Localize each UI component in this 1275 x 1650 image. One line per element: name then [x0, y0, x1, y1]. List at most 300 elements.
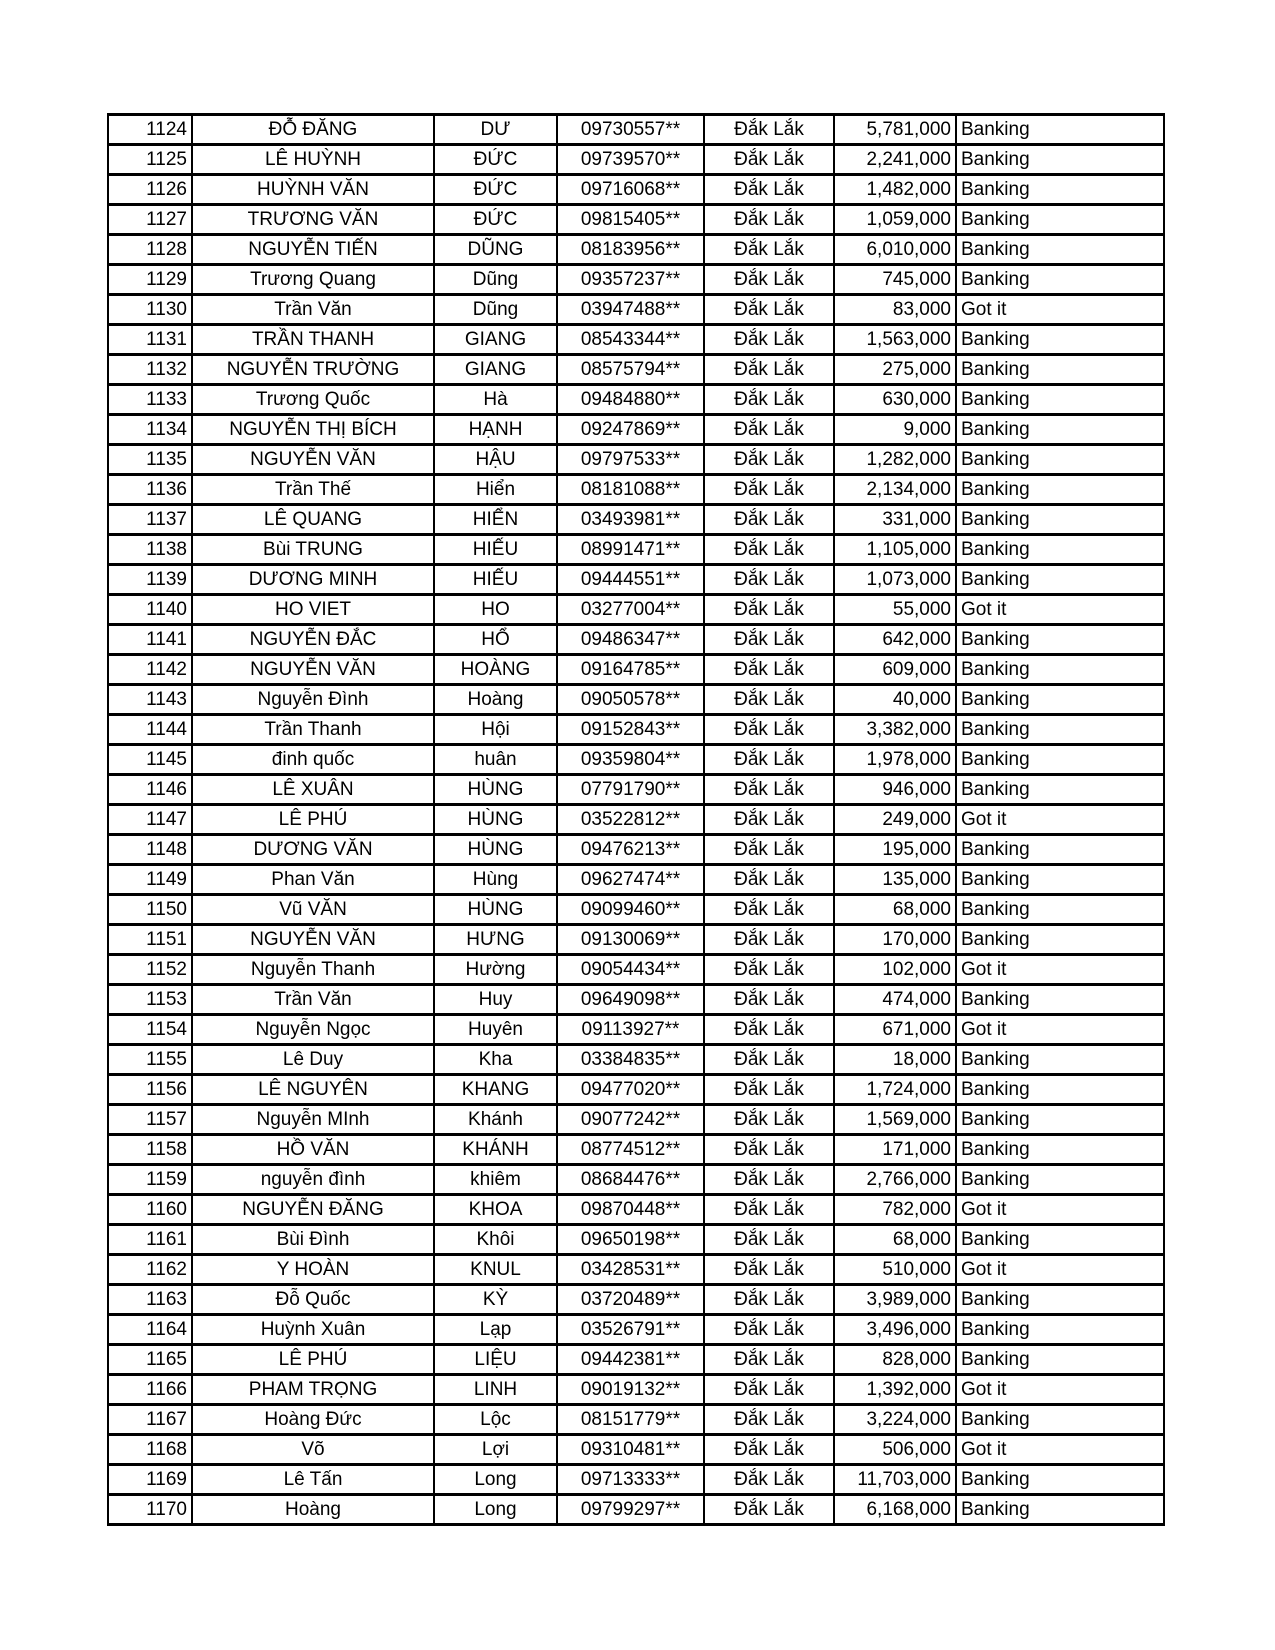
cell-phone: 09077242**: [557, 1105, 704, 1135]
cell-id: 1155: [108, 1045, 192, 1075]
cell-amount: 1,392,000: [834, 1375, 956, 1405]
cell-id: 1135: [108, 445, 192, 475]
cell-province: Đắk Lắk: [704, 385, 834, 415]
cell-phone: 09359804**: [557, 745, 704, 775]
cell-last-name: GIANG: [434, 355, 557, 385]
cell-id: 1132: [108, 355, 192, 385]
cell-last-name: ĐỨC: [434, 145, 557, 175]
cell-phone: 09099460**: [557, 895, 704, 925]
table-row: [108, 745, 1164, 775]
cell-phone: 09054434**: [557, 955, 704, 985]
table-row: [108, 115, 1164, 145]
cell-phone: 09486347**: [557, 625, 704, 655]
cell-id: 1160: [108, 1195, 192, 1225]
cell-province: Đắk Lắk: [704, 775, 834, 805]
cell-first-name: LÊ PHÚ: [192, 805, 434, 835]
cell-phone: 09739570**: [557, 145, 704, 175]
cell-province: Đắk Lắk: [704, 205, 834, 235]
cell-first-name: Hoàng Đức: [192, 1405, 434, 1435]
cell-phone: 09799297**: [557, 1495, 704, 1525]
donor-table: [107, 113, 1165, 1526]
cell-amount: 609,000: [834, 655, 956, 685]
cell-id: 1128: [108, 235, 192, 265]
cell-first-name: Trương Quốc: [192, 385, 434, 415]
cell-amount: 1,059,000: [834, 205, 956, 235]
cell-phone: 09442381**: [557, 1345, 704, 1375]
cell-last-name: HÙNG: [434, 775, 557, 805]
cell-status: Banking: [956, 1135, 1164, 1165]
cell-last-name: HÙNG: [434, 895, 557, 925]
cell-first-name: Nguyễn Thanh: [192, 955, 434, 985]
cell-amount: 3,382,000: [834, 715, 956, 745]
cell-last-name: ĐỨC: [434, 175, 557, 205]
cell-status: Banking: [956, 985, 1164, 1015]
cell-phone: 09797533**: [557, 445, 704, 475]
cell-phone: 09650198**: [557, 1225, 704, 1255]
cell-last-name: Lạp: [434, 1315, 557, 1345]
cell-last-name: Huy: [434, 985, 557, 1015]
table-row: [108, 445, 1164, 475]
cell-phone: 08543344**: [557, 325, 704, 355]
cell-status: Banking: [956, 205, 1164, 235]
cell-province: Đắk Lắk: [704, 1315, 834, 1345]
table-row: [108, 235, 1164, 265]
cell-last-name: Hội: [434, 715, 557, 745]
cell-status: Banking: [956, 775, 1164, 805]
cell-province: Đắk Lắk: [704, 1285, 834, 1315]
cell-status: Banking: [956, 505, 1164, 535]
table-row: [108, 1135, 1164, 1165]
cell-phone: 09444551**: [557, 565, 704, 595]
cell-status: Got it: [956, 1195, 1164, 1225]
cell-status: Got it: [956, 955, 1164, 985]
cell-last-name: Dũng: [434, 295, 557, 325]
cell-phone: 07791790**: [557, 775, 704, 805]
cell-id: 1152: [108, 955, 192, 985]
table-row: [108, 1405, 1164, 1435]
cell-last-name: HÙNG: [434, 835, 557, 865]
cell-first-name: LÊ NGUYÊN: [192, 1075, 434, 1105]
cell-phone: 09649098**: [557, 985, 704, 1015]
cell-province: Đắk Lắk: [704, 955, 834, 985]
table-row: [108, 475, 1164, 505]
cell-phone: 09484880**: [557, 385, 704, 415]
cell-amount: 642,000: [834, 625, 956, 655]
cell-id: 1138: [108, 535, 192, 565]
table-row: [108, 1315, 1164, 1345]
cell-last-name: HƯNG: [434, 925, 557, 955]
cell-amount: 11,703,000: [834, 1465, 956, 1495]
table-row: [108, 1045, 1164, 1075]
cell-status: Banking: [956, 1315, 1164, 1345]
cell-province: Đắk Lắk: [704, 865, 834, 895]
table-row: [108, 145, 1164, 175]
table-row: [108, 205, 1164, 235]
cell-first-name: LÊ HUỲNH: [192, 145, 434, 175]
cell-province: Đắk Lắk: [704, 685, 834, 715]
table-row: [108, 1075, 1164, 1105]
cell-status: Banking: [956, 1495, 1164, 1525]
cell-id: 1165: [108, 1345, 192, 1375]
table-row: [108, 925, 1164, 955]
cell-last-name: HO: [434, 595, 557, 625]
cell-amount: 474,000: [834, 985, 956, 1015]
document-page: [107, 113, 1165, 1526]
table-row: [108, 565, 1164, 595]
cell-amount: 18,000: [834, 1045, 956, 1075]
cell-first-name: NGUYỄN ĐẮC: [192, 625, 434, 655]
cell-last-name: Long: [434, 1465, 557, 1495]
cell-id: 1129: [108, 265, 192, 295]
cell-status: Banking: [956, 1225, 1164, 1255]
cell-province: Đắk Lắk: [704, 835, 834, 865]
cell-id: 1142: [108, 655, 192, 685]
cell-id: 1154: [108, 1015, 192, 1045]
cell-id: 1148: [108, 835, 192, 865]
cell-first-name: LÊ QUANG: [192, 505, 434, 535]
cell-province: Đắk Lắk: [704, 1345, 834, 1375]
cell-province: Đắk Lắk: [704, 805, 834, 835]
cell-amount: 1,724,000: [834, 1075, 956, 1105]
donor-table-body: [108, 115, 1164, 1525]
cell-id: 1143: [108, 685, 192, 715]
cell-amount: 946,000: [834, 775, 956, 805]
cell-first-name: NGUYỄN ĐĂNG: [192, 1195, 434, 1225]
cell-first-name: NGUYỄN TIẾN: [192, 235, 434, 265]
cell-id: 1162: [108, 1255, 192, 1285]
cell-province: Đắk Lắk: [704, 595, 834, 625]
cell-province: Đắk Lắk: [704, 1405, 834, 1435]
cell-first-name: Phan Văn: [192, 865, 434, 895]
table-row: [108, 385, 1164, 415]
cell-status: Banking: [956, 1465, 1164, 1495]
table-row: [108, 535, 1164, 565]
cell-last-name: Long: [434, 1495, 557, 1525]
cell-province: Đắk Lắk: [704, 925, 834, 955]
cell-status: Banking: [956, 865, 1164, 895]
cell-last-name: KHOA: [434, 1195, 557, 1225]
cell-last-name: Hoàng: [434, 685, 557, 715]
cell-first-name: Huỳnh Xuân: [192, 1315, 434, 1345]
cell-first-name: NGUYỄN VĂN: [192, 925, 434, 955]
table-row: [108, 595, 1164, 625]
cell-status: Banking: [956, 835, 1164, 865]
cell-id: 1126: [108, 175, 192, 205]
cell-last-name: KỲ: [434, 1285, 557, 1315]
cell-first-name: TRƯƠNG VĂN: [192, 205, 434, 235]
cell-id: 1145: [108, 745, 192, 775]
cell-first-name: Trần Văn: [192, 985, 434, 1015]
cell-id: 1133: [108, 385, 192, 415]
cell-id: 1153: [108, 985, 192, 1015]
cell-amount: 171,000: [834, 1135, 956, 1165]
cell-amount: 3,496,000: [834, 1315, 956, 1345]
cell-first-name: NGUYỄN TRƯỜNG: [192, 355, 434, 385]
cell-id: 1164: [108, 1315, 192, 1345]
cell-amount: 782,000: [834, 1195, 956, 1225]
cell-status: Banking: [956, 1165, 1164, 1195]
cell-last-name: Dũng: [434, 265, 557, 295]
cell-id: 1161: [108, 1225, 192, 1255]
cell-phone: 09870448**: [557, 1195, 704, 1225]
cell-phone: 09627474**: [557, 865, 704, 895]
cell-last-name: LIỆU: [434, 1345, 557, 1375]
table-row: [108, 415, 1164, 445]
cell-id: 1150: [108, 895, 192, 925]
cell-province: Đắk Lắk: [704, 895, 834, 925]
table-row: [108, 685, 1164, 715]
cell-province: Đắk Lắk: [704, 625, 834, 655]
cell-phone: 03493981**: [557, 505, 704, 535]
cell-first-name: đinh quốc: [192, 745, 434, 775]
table-row: [108, 1465, 1164, 1495]
cell-status: Banking: [956, 535, 1164, 565]
cell-phone: 09019132**: [557, 1375, 704, 1405]
cell-first-name: Bùi Đình: [192, 1225, 434, 1255]
cell-first-name: Trương Quang: [192, 265, 434, 295]
cell-amount: 745,000: [834, 265, 956, 295]
cell-amount: 5,781,000: [834, 115, 956, 145]
cell-id: 1151: [108, 925, 192, 955]
table-row: [108, 895, 1164, 925]
cell-last-name: KHANG: [434, 1075, 557, 1105]
cell-status: Banking: [956, 385, 1164, 415]
table-row: [108, 625, 1164, 655]
cell-first-name: Trần Văn: [192, 295, 434, 325]
cell-phone: 09130069**: [557, 925, 704, 955]
cell-last-name: DƯ: [434, 115, 557, 145]
cell-status: Banking: [956, 1405, 1164, 1435]
cell-province: Đắk Lắk: [704, 1045, 834, 1075]
table-row: [108, 955, 1164, 985]
table-row: [108, 1435, 1164, 1465]
cell-last-name: khiêm: [434, 1165, 557, 1195]
cell-status: Got it: [956, 1255, 1164, 1285]
cell-id: 1144: [108, 715, 192, 745]
cell-last-name: Hà: [434, 385, 557, 415]
cell-phone: 09113927**: [557, 1015, 704, 1045]
cell-id: 1141: [108, 625, 192, 655]
cell-first-name: ĐỖ ĐĂNG: [192, 115, 434, 145]
table-row: [108, 265, 1164, 295]
cell-phone: 09716068**: [557, 175, 704, 205]
cell-status: Banking: [956, 475, 1164, 505]
cell-phone: 09357237**: [557, 265, 704, 295]
cell-last-name: Lộc: [434, 1405, 557, 1435]
cell-status: Banking: [956, 445, 1164, 475]
cell-last-name: KNUL: [434, 1255, 557, 1285]
cell-last-name: GIANG: [434, 325, 557, 355]
cell-id: 1130: [108, 295, 192, 325]
cell-province: Đắk Lắk: [704, 1495, 834, 1525]
cell-id: 1156: [108, 1075, 192, 1105]
table-row: [108, 325, 1164, 355]
cell-first-name: HỒ VĂN: [192, 1135, 434, 1165]
cell-province: Đắk Lắk: [704, 1255, 834, 1285]
cell-last-name: HOÀNG: [434, 655, 557, 685]
cell-status: Banking: [956, 655, 1164, 685]
cell-status: Banking: [956, 265, 1164, 295]
cell-first-name: nguyễn đình: [192, 1165, 434, 1195]
cell-amount: 1,482,000: [834, 175, 956, 205]
cell-first-name: HUỲNH VĂN: [192, 175, 434, 205]
cell-province: Đắk Lắk: [704, 115, 834, 145]
table-row: [108, 865, 1164, 895]
cell-id: 1159: [108, 1165, 192, 1195]
cell-phone: 08991471**: [557, 535, 704, 565]
cell-province: Đắk Lắk: [704, 145, 834, 175]
table-row: [108, 1225, 1164, 1255]
cell-amount: 1,073,000: [834, 565, 956, 595]
cell-province: Đắk Lắk: [704, 715, 834, 745]
cell-last-name: HIẾU: [434, 535, 557, 565]
cell-amount: 6,010,000: [834, 235, 956, 265]
cell-province: Đắk Lắk: [704, 1105, 834, 1135]
cell-first-name: LÊ PHÚ: [192, 1345, 434, 1375]
cell-last-name: HỔ: [434, 625, 557, 655]
cell-last-name: HIẾU: [434, 565, 557, 595]
cell-status: Banking: [956, 1045, 1164, 1075]
cell-last-name: HÙNG: [434, 805, 557, 835]
cell-province: Đắk Lắk: [704, 415, 834, 445]
cell-last-name: huân: [434, 745, 557, 775]
cell-last-name: HẠNH: [434, 415, 557, 445]
cell-amount: 510,000: [834, 1255, 956, 1285]
table-row: [108, 1105, 1164, 1135]
cell-id: 1167: [108, 1405, 192, 1435]
cell-province: Đắk Lắk: [704, 355, 834, 385]
cell-id: 1131: [108, 325, 192, 355]
cell-amount: 102,000: [834, 955, 956, 985]
cell-amount: 828,000: [834, 1345, 956, 1375]
cell-amount: 506,000: [834, 1435, 956, 1465]
cell-status: Got it: [956, 1435, 1164, 1465]
cell-status: Banking: [956, 1105, 1164, 1135]
cell-last-name: Huyên: [434, 1015, 557, 1045]
cell-province: Đắk Lắk: [704, 1375, 834, 1405]
cell-first-name: Nguyễn MInh: [192, 1105, 434, 1135]
cell-phone: 09050578**: [557, 685, 704, 715]
cell-id: 1157: [108, 1105, 192, 1135]
cell-amount: 68,000: [834, 1225, 956, 1255]
cell-last-name: Kha: [434, 1045, 557, 1075]
cell-phone: 03947488**: [557, 295, 704, 325]
cell-last-name: Khôi: [434, 1225, 557, 1255]
cell-phone: 09730557**: [557, 115, 704, 145]
cell-status: Banking: [956, 115, 1164, 145]
cell-status: Banking: [956, 895, 1164, 925]
cell-amount: 249,000: [834, 805, 956, 835]
cell-amount: 630,000: [834, 385, 956, 415]
table-row: [108, 1255, 1164, 1285]
cell-province: Đắk Lắk: [704, 265, 834, 295]
cell-province: Đắk Lắk: [704, 295, 834, 325]
cell-amount: 1,105,000: [834, 535, 956, 565]
cell-amount: 83,000: [834, 295, 956, 325]
cell-first-name: Trần Thanh: [192, 715, 434, 745]
cell-last-name: Hùng: [434, 865, 557, 895]
cell-first-name: Bùi TRUNG: [192, 535, 434, 565]
cell-id: 1170: [108, 1495, 192, 1525]
cell-phone: 09152843**: [557, 715, 704, 745]
cell-first-name: NGUYỄN VĂN: [192, 655, 434, 685]
cell-first-name: NGUYỄN VĂN: [192, 445, 434, 475]
cell-status: Got it: [956, 295, 1164, 325]
cell-province: Đắk Lắk: [704, 535, 834, 565]
cell-amount: 135,000: [834, 865, 956, 895]
cell-first-name: HO VIET: [192, 595, 434, 625]
table-row: [108, 1375, 1164, 1405]
cell-last-name: HIỂN: [434, 505, 557, 535]
cell-first-name: PHAM TRỌNG: [192, 1375, 434, 1405]
cell-status: Banking: [956, 235, 1164, 265]
cell-last-name: Lợi: [434, 1435, 557, 1465]
cell-province: Đắk Lắk: [704, 475, 834, 505]
table-row: [108, 505, 1164, 535]
cell-amount: 9,000: [834, 415, 956, 445]
cell-first-name: Trần Thế: [192, 475, 434, 505]
cell-status: Got it: [956, 1375, 1164, 1405]
cell-status: Got it: [956, 595, 1164, 625]
cell-last-name: ĐỨC: [434, 205, 557, 235]
cell-phone: 09477020**: [557, 1075, 704, 1105]
cell-province: Đắk Lắk: [704, 1225, 834, 1255]
cell-amount: 275,000: [834, 355, 956, 385]
table-row: [108, 655, 1164, 685]
cell-last-name: Hiển: [434, 475, 557, 505]
cell-status: Banking: [956, 145, 1164, 175]
cell-phone: 09476213**: [557, 835, 704, 865]
cell-first-name: NGUYỄN THỊ BÍCH: [192, 415, 434, 445]
cell-id: 1146: [108, 775, 192, 805]
cell-status: Banking: [956, 325, 1164, 355]
table-row: [108, 355, 1164, 385]
cell-province: Đắk Lắk: [704, 235, 834, 265]
cell-id: 1163: [108, 1285, 192, 1315]
cell-id: 1127: [108, 205, 192, 235]
cell-id: 1124: [108, 115, 192, 145]
cell-status: Banking: [956, 1285, 1164, 1315]
cell-id: 1147: [108, 805, 192, 835]
cell-phone: 03720489**: [557, 1285, 704, 1315]
cell-last-name: Hường: [434, 955, 557, 985]
cell-province: Đắk Lắk: [704, 745, 834, 775]
cell-amount: 331,000: [834, 505, 956, 535]
cell-last-name: HẬU: [434, 445, 557, 475]
table-row: [108, 715, 1164, 745]
cell-status: Got it: [956, 1015, 1164, 1045]
cell-id: 1158: [108, 1135, 192, 1165]
cell-phone: 03277004**: [557, 595, 704, 625]
cell-amount: 2,766,000: [834, 1165, 956, 1195]
table-row: [108, 1165, 1164, 1195]
cell-first-name: Hoàng: [192, 1495, 434, 1525]
table-row: [108, 1195, 1164, 1225]
cell-first-name: DƯƠNG MINH: [192, 565, 434, 595]
cell-amount: 1,569,000: [834, 1105, 956, 1135]
cell-first-name: DƯƠNG VĂN: [192, 835, 434, 865]
cell-amount: 1,563,000: [834, 325, 956, 355]
cell-id: 1166: [108, 1375, 192, 1405]
cell-id: 1168: [108, 1435, 192, 1465]
cell-status: Banking: [956, 175, 1164, 205]
cell-phone: 08575794**: [557, 355, 704, 385]
cell-province: Đắk Lắk: [704, 325, 834, 355]
cell-amount: 195,000: [834, 835, 956, 865]
cell-phone: 08684476**: [557, 1165, 704, 1195]
table-row: [108, 175, 1164, 205]
cell-id: 1125: [108, 145, 192, 175]
